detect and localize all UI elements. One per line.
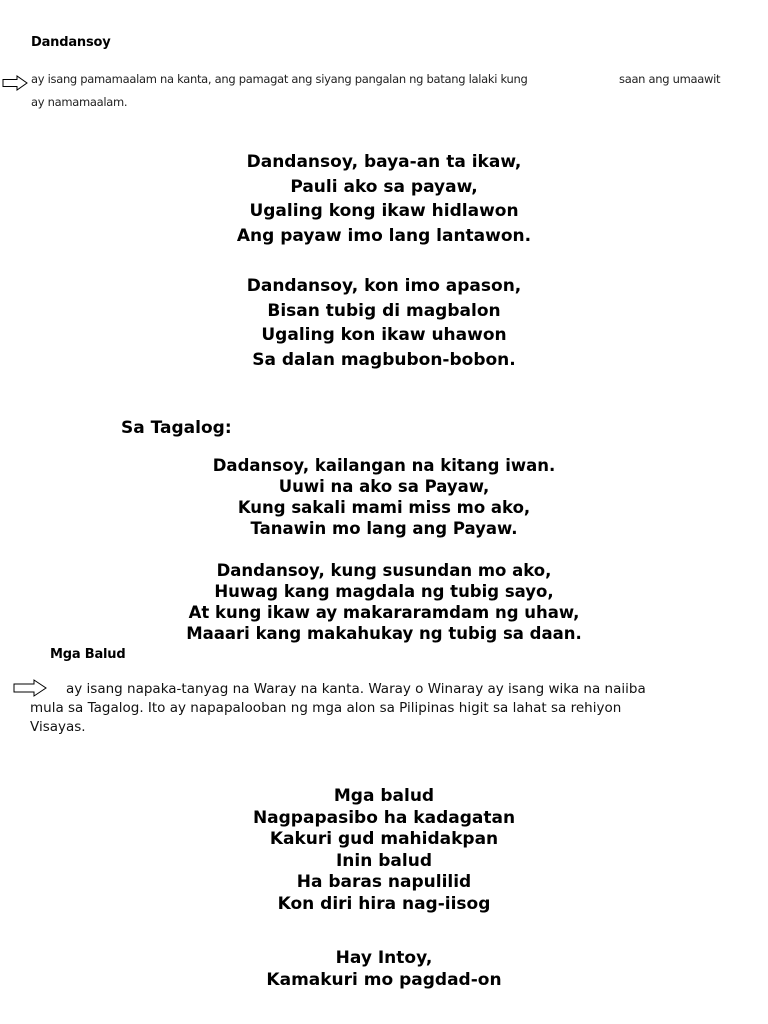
lyric-line: Ugaling kon ikaw uhawon: [261, 325, 507, 345]
lyric-line: Dadansoy, kailangan na kitang iwan.: [212, 456, 556, 475]
lyric-line: Ha baras napulilid: [296, 872, 472, 892]
dandansoy-description-line1: ay isang pamamaalam na kanta, ang pamagat ang siyang pangalan ng batang lalaki kung: [31, 72, 528, 86]
lyric-line: Mga balud: [333, 786, 435, 806]
lyric-line: At kung ikaw ay makararamdam ng uhaw,: [188, 603, 580, 622]
right-arrow-icon: [2, 75, 28, 91]
tagalog-heading: Sa Tagalog:: [121, 418, 232, 438]
lyric-line: Dandansoy, kung susundan mo ako,: [216, 561, 552, 580]
tagalog-stanza-1: [0, 455, 768, 539]
dandansoy-stanza-2: [0, 274, 768, 372]
lyric-line: Dandansoy, kon imo apason,: [246, 276, 522, 296]
dandansoy-description-line2: ay namamaalam.: [31, 95, 128, 109]
lyric-line: Tanawin mo lang ang Payaw.: [250, 519, 518, 538]
tagalog-stanza-2: [0, 560, 768, 644]
mga-balud-description-line1: ay isang napaka-tanyag na Waray na kanta. Waray o Winaray ay isang wika na naiiba: [66, 681, 646, 697]
lyric-line: Pauli ako sa payaw,: [290, 176, 478, 197]
lyric-line: Sa dalan magbubon-bobon.: [252, 349, 516, 370]
section-title-mga-balud: Mga Balud: [50, 647, 126, 662]
lyric-line: Inin balud: [335, 850, 432, 871]
mga-balud-stanza-1: [0, 786, 768, 915]
lyric-line: Ang payaw imo lang lantawon.: [236, 225, 532, 246]
right-arrow-icon: [13, 679, 47, 697]
mga-balud-description-line3: Visayas.: [30, 719, 86, 735]
mga-balud-description-line2: mula sa Tagalog. Ito ay napapalooban ng mga alon sa Pilipinas higit sa lahat sa rehiyon: [30, 700, 622, 716]
lyric-line: Kakuri gud mahidakpan: [269, 829, 499, 849]
lyric-line: Kamakuri mo pagdad-on: [266, 969, 502, 990]
lyric-line: Bisan tubig di magbalon: [267, 300, 501, 321]
section-title-dandansoy: Dandansoy: [31, 35, 111, 50]
dandansoy-stanza-1: [0, 150, 768, 248]
lyric-line: Kon diri hira nag-iisog: [277, 893, 491, 914]
lyric-line: Ugaling kong ikaw hidlawon: [249, 201, 519, 221]
lyric-line: Huwag kang magdala ng tubig sayo,: [214, 582, 554, 601]
dandansoy-description-line1-end: saan ang umaawit: [619, 72, 721, 86]
lyric-line: Uuwi na ako sa Payaw,: [278, 477, 490, 496]
lyric-line: Kung sakali mami miss mo ako,: [237, 498, 531, 517]
mga-balud-stanza-2: [0, 948, 768, 991]
lyric-line: Hay Intoy,: [335, 948, 433, 968]
lyric-line: Dandansoy, baya-an ta ikaw,: [246, 152, 522, 172]
lyric-line: Nagpapasibo ha kadagatan: [252, 807, 516, 828]
lyric-line: Maaari kang makahukay ng tubig sa daan.: [186, 624, 582, 643]
